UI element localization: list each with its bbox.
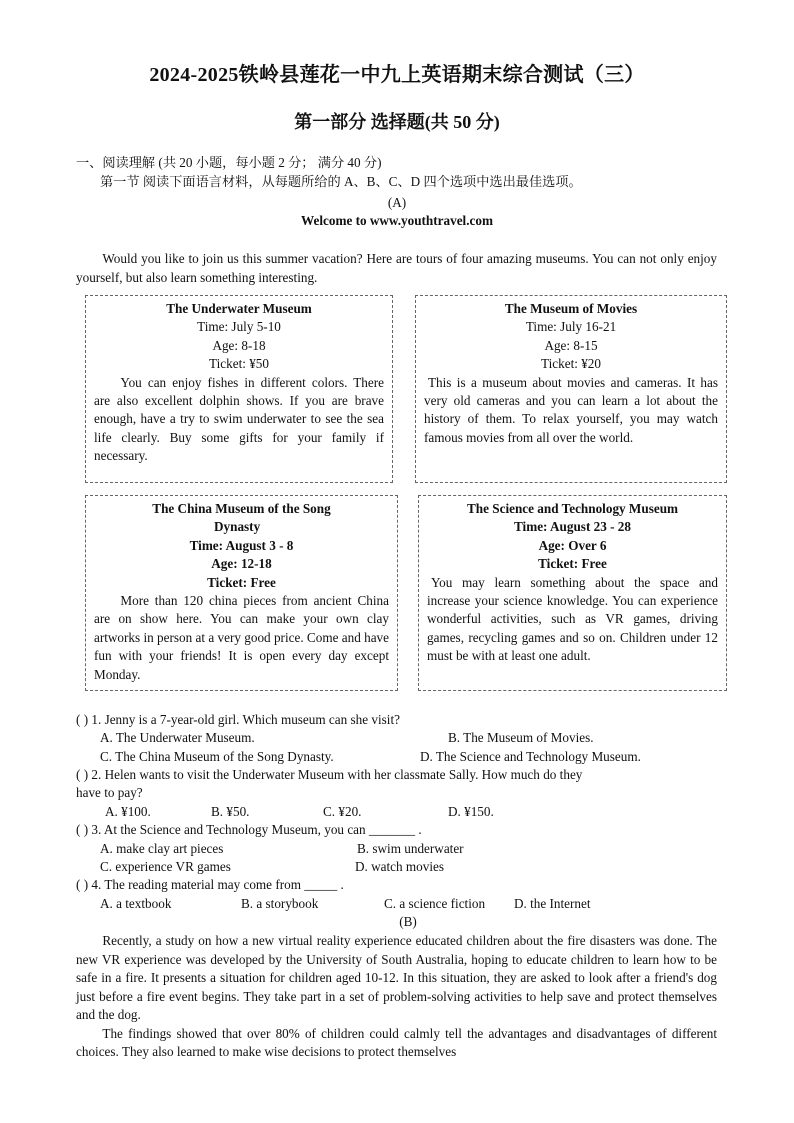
museum-age: Age: Over 6 <box>538 537 607 553</box>
question-4-option-a: A. a textbook <box>100 896 172 911</box>
museum-time: Time: August 3 - 8 <box>189 537 294 553</box>
museum-name: The China Museum of the Song <box>152 501 331 516</box>
question-2-stem-cont: have to pay? <box>76 785 143 800</box>
section-heading: 一、阅读理解 (共 20 小题，每小题 2 分； 满分 40 分) <box>76 155 382 170</box>
passage-a-label: (A) <box>387 195 407 210</box>
museum-ticket: Ticket: ¥20 <box>541 356 601 372</box>
question-3-stem: ( ) 3. At the Science and Technology Museum, you can _______ . <box>76 822 422 837</box>
passage-a-site: Welcome to www.youthtravel.com <box>301 213 493 228</box>
museum-name-cont: Dynasty <box>214 519 261 535</box>
part-heading: 第一部分 选择题(共 50 分) <box>294 112 500 132</box>
museum-card-movies <box>415 295 727 483</box>
question-3-option-d: D. watch movies <box>355 859 444 874</box>
question-2-option-c: C. ¥20. <box>323 804 362 819</box>
museum-time: Time: July 16-21 <box>525 319 617 335</box>
museum-description: You may learn something about the space and increase your science knowledge. You can experience wonderful activities, such as VR games, driving games, recycling games and so on. Children under 12 must be with at least one adult. <box>427 574 718 664</box>
museum-card-science <box>418 495 727 691</box>
museum-time: Time: August 23 - 28 <box>514 519 631 535</box>
passage-b-body <box>76 932 717 1062</box>
museum-description: This is a museum about movies and cameras. It has very old cameras and you can learn a lot about the history of them. To relax yourself, you may watch famous movies from all over the world. <box>424 374 718 445</box>
museum-time: Time: July 5-10 <box>197 319 281 335</box>
question-1-option-a: A. The Underwater Museum. <box>100 730 255 745</box>
question-3-option-a: A. make clay art pieces <box>100 841 224 856</box>
question-2-stem: ( ) 2. Helen wants to visit the Underwater Museum with her classmate Sally. How much do they <box>76 767 583 782</box>
question-2-option-a: A. ¥100. <box>105 804 151 819</box>
question-2-option-d: D. ¥150. <box>448 804 494 819</box>
question-3-option-c: C. experience VR games <box>100 859 231 874</box>
passage-b-paragraph-2: The findings showed that over 80% of children could calmly tell the advantages and disadvantages of different choices. They also learned to make wise decisions to protect themselves <box>76 1025 717 1059</box>
museum-name: The Museum of Movies <box>504 301 638 316</box>
question-1-option-b: B. The Museum of Movies. <box>448 730 594 745</box>
question-2-option-b: B. ¥50. <box>211 804 250 819</box>
passage-b-paragraph-1: Recently, a study on how a new virtual reality experience educated children about the fire disasters was done. The new VR experience was developed by the University of South Australia, hoping to educate children to learn how to be safe in a fire. It presents a situation for children aged 10-12. In this situation, they are asked to look after a friend's dog just before a fire event begins. They take part in a set of problem-solving activities to help save and protect themselves and the dog. <box>76 933 717 1022</box>
museum-name: The Underwater Museum <box>166 301 312 316</box>
passage-b-label: (B) <box>399 914 417 929</box>
question-4-stem: ( ) 4. The reading material may come from _____ . <box>76 877 344 892</box>
museum-age: Age: 12-18 <box>211 556 272 572</box>
museum-ticket: Ticket: Free <box>538 556 607 572</box>
museum-ticket: Ticket: Free <box>207 574 276 590</box>
question-4-option-b: B. a storybook <box>241 896 319 911</box>
question-4-option-d: D. the Internet <box>514 896 591 911</box>
museum-age: Age: 8-15 <box>544 337 598 353</box>
museum-card-song-dynasty <box>85 495 398 691</box>
museum-age: Age: 8-18 <box>212 337 266 353</box>
museum-name: The Science and Technology Museum <box>466 501 679 516</box>
section-instruction: 第一节 阅读下面语言材料，从每题所给的 A、B、C、D 四个选项中选出最佳选项。 <box>100 174 582 189</box>
passage-a-intro: Would you like to join us this summer vacation? Here are tours of four amazing museums. You can not only enjoy yourself, but also learn something interesting. <box>76 251 717 285</box>
museum-description: You can enjoy fishes in different colors. There are also excellent dolphin shows. If you are brave enough, have a try to swim underwater to see the sea life clearly. Buy some gifts for your family if necessary. <box>94 374 384 464</box>
question-1-option-c: C. The China Museum of the Song Dynasty. <box>100 749 334 764</box>
question-1-stem: ( ) 1. Jenny is a 7-year-old girl. Which museum can she visit? <box>76 712 400 727</box>
question-1-option-d: D. The Science and Technology Museum. <box>420 749 641 764</box>
question-4-option-c: C. a science fiction <box>384 896 486 911</box>
museum-card-underwater <box>85 295 393 483</box>
exam-title: 2024-2025铁岭县莲花一中九上英语期末综合测试（三） <box>149 64 645 86</box>
museum-description: More than 120 china pieces from ancient China are on show here. You can make your own clay artworks in person at a very good price. Come and have fun with your friends! It is open every day except Monday. <box>94 593 389 682</box>
question-3-option-b: B. swim underwater <box>357 841 464 856</box>
museum-ticket: Ticket: ¥50 <box>209 356 269 372</box>
